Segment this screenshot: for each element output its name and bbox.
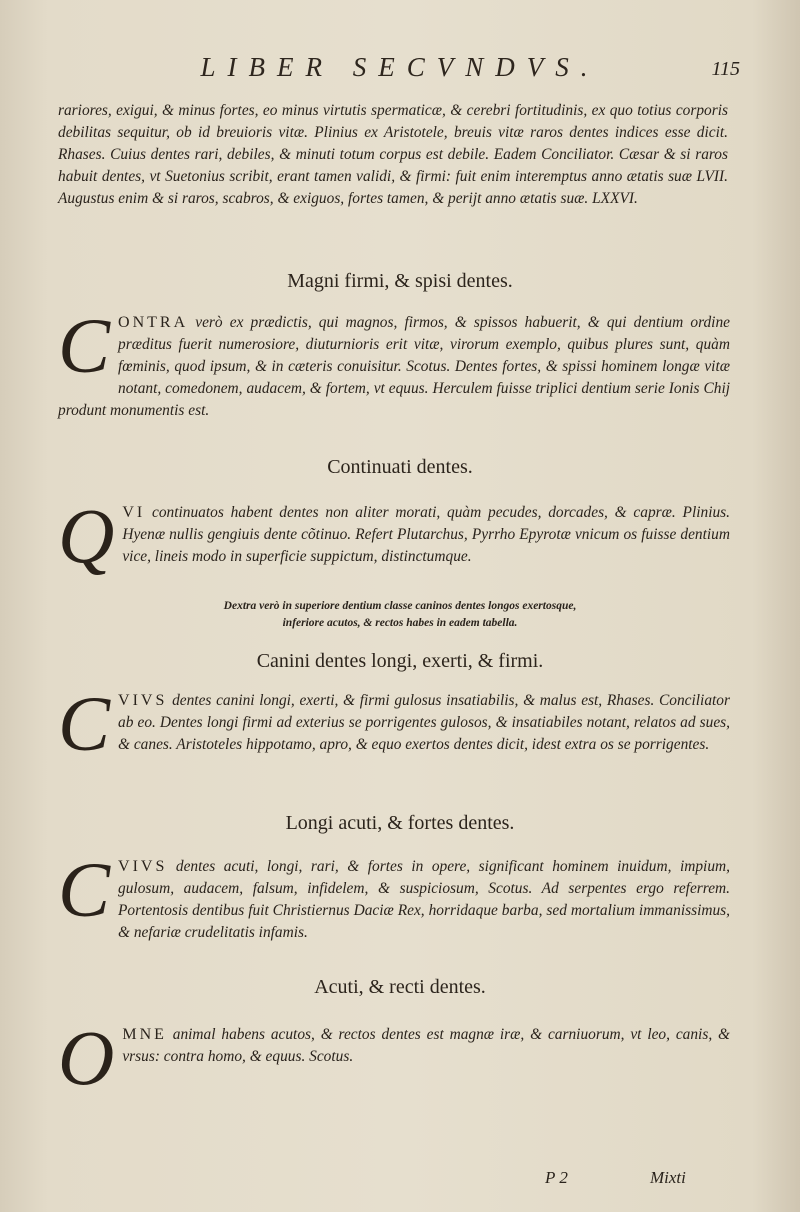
section-1 bbox=[58, 302, 730, 422]
section-5 bbox=[58, 1014, 730, 1101]
section-heading-4: Longi acuti, & fortes dentes. bbox=[285, 812, 515, 834]
signature-mark: P 2 bbox=[545, 1168, 568, 1187]
section-heading-5: Acuti, & recti dentes. bbox=[314, 976, 486, 998]
lead-word-5: MNE bbox=[122, 1026, 167, 1043]
section-text-3: dentes canini longi, exerti, & firmi gulosus insatiabilis, & malus est, Rhases. Conciliator ab eo. Dentes longi firmi ad exterius se porrigentes gulosos, & insatiabiles notant, relatos ad sues, & canes. Aristoteles hippotamo, apro, & equo exertos dentes dicit, idest extra os se porrigentes. bbox=[118, 692, 730, 753]
section-3 bbox=[58, 680, 730, 767]
section-text-1: verò ex prædictis, qui magnos, firmos, & spissos habuerit, & qui dentium ordine præditus fuerit numerosiore, diuturnioris erit vitæ, virorum exemplo, quibus plures sunt, quàm fœminis, quod ipsum, & in cæteris conuisitur. Scotus. Dentes fortes, & spissi hominem longæ vitæ notant, comedonem, audacem, & fortem, vt equus. Herculem fuisse triplici dentium serie Ionis Chij produnt monumentis est. bbox=[58, 314, 730, 419]
lead-word-2: VI bbox=[122, 504, 146, 521]
figure-note bbox=[120, 598, 680, 632]
dropcap-2: Q bbox=[58, 492, 115, 579]
running-head: LIBER SECVNDVS. bbox=[200, 52, 600, 82]
dropcap-5: O bbox=[58, 1014, 115, 1101]
section-text-2: continuatos habent dentes non aliter morati, quàm pecudes, dorcades, & capræ. Plinius. Hyenæ nullis gengiuis dente cõtinuo. Refert Plutarchus, Pyrrho Epyrotæ vnicum os fuisse dentium vice, lineis modo in superficie suppictum, distinctumque. bbox=[122, 504, 730, 565]
lead-word-3: VIVS bbox=[118, 692, 168, 709]
page-header bbox=[60, 52, 740, 92]
section-heading-3: Canini dentes longi, exerti, & firmi. bbox=[256, 650, 544, 672]
lead-word-4: VIVS bbox=[118, 858, 168, 875]
section-heading-1: Magni firmi, & spisi dentes. bbox=[287, 270, 513, 292]
figure-note-line-2: inferiore acutos, & rectos habes in eadem tabella. bbox=[282, 617, 518, 629]
figure-note-line-1: Dextra verò in superiore dentium classe caninos dentes longos exertosque, bbox=[223, 600, 577, 612]
lead-word-1: ONTRA bbox=[118, 314, 189, 331]
page-number: 115 bbox=[711, 58, 740, 80]
page-footer bbox=[0, 1168, 800, 1192]
dropcap-1: C bbox=[58, 302, 111, 389]
dropcap-3: C bbox=[58, 680, 111, 767]
section-heading-2: Continuati dentes. bbox=[327, 456, 473, 478]
section-text-5: animal habens acutos, & rectos dentes est magnæ iræ, & carniuorum, vt leo, canis, & vrsus: contra homo, & equus. Scotus. bbox=[122, 1026, 730, 1065]
catchword: Mixti bbox=[650, 1168, 686, 1187]
section-4 bbox=[58, 846, 730, 944]
intro-paragraph: rariores, exigui, & minus fortes, eo minus virtutis spermaticæ, & cerebri fortitudinis, ex quo totius corporis debilitas sequitur, ob id breuioris vitæ. Plinius ex Aristotele, breuis vitæ raros dentes indices esse dicit. Rhases. Cuius dentes rari, debiles, & minuti totum corpus est debile. Eadem Conciliator. Cæsar & si raros habuit dentes, vt Suetonius scribit, erant tamen validi, & firmi: fuit enim interemptus anno ætatis suæ LVII. Augustus enim & si raros, scabros, & exiguos, fortes tamen, & perijt anno ætatis suæ. LXXVI. bbox=[58, 102, 728, 207]
dropcap-4: C bbox=[58, 846, 111, 933]
section-2 bbox=[58, 492, 730, 579]
section-text-4: dentes acuti, longi, rari, & fortes in opere, significant hominem inuidum, impium, gulosum, audacem, falsum, infidelem, & suspiciosum, Scotus. Ad serpentes ergo referrem. Portentosis dentibus fuit Christiernus Daciæ Rex, horridaque barba, sed mortalium immanissimus, & nefariæ crudelitatis infamis. bbox=[118, 858, 730, 941]
